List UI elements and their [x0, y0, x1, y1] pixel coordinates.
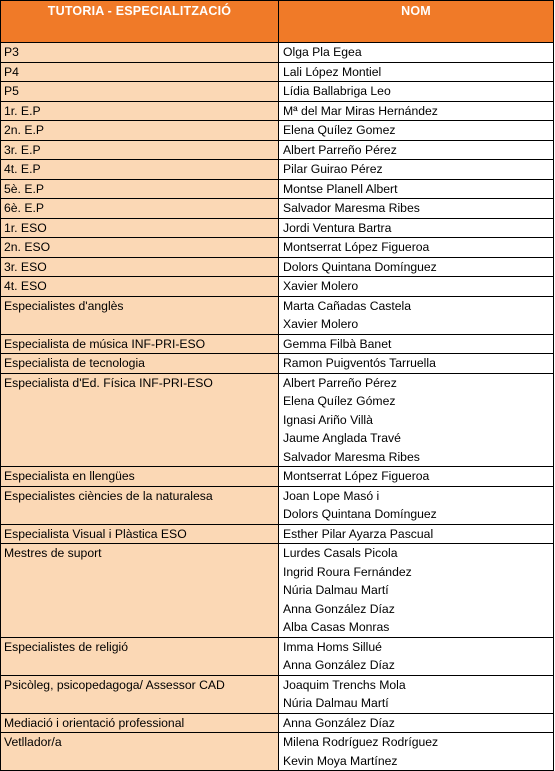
person-name: Lali López Montiel	[283, 64, 382, 79]
names-cell	[279, 121, 554, 141]
table-row	[1, 199, 554, 219]
person-name: Núria Dalmau Martí	[283, 696, 389, 710]
category-cell: 4t. E.P	[1, 160, 279, 180]
person-name: Marta Cañadas Castela	[283, 298, 412, 313]
table-row	[1, 713, 554, 733]
person-name: Joan Lope Masó i	[283, 488, 380, 503]
table-row	[1, 121, 554, 141]
table-row	[1, 296, 554, 334]
table-row	[1, 257, 554, 277]
category-cell: Mestres de suport	[1, 544, 279, 638]
names-cell	[279, 238, 554, 258]
person-name: Xavier Molero	[283, 279, 359, 293]
category-cell: 3r. E.P	[1, 140, 279, 160]
person-name: Mª del Mar Miras Hernández	[283, 103, 438, 118]
names-cell	[279, 257, 554, 277]
names-cell	[279, 675, 554, 713]
category-cell: Vetllador/a	[1, 733, 279, 771]
header-nom: NOM	[279, 1, 554, 43]
person-name: Olga Pla Egea	[283, 45, 362, 59]
category-cell: Psicòleg, psicopedagoga/ Assessor CAD	[1, 675, 279, 713]
category-cell: 5è. E.P	[1, 179, 279, 199]
person-name: Albert Parreño Pérez	[283, 375, 397, 390]
names-cell	[279, 334, 554, 354]
names-cell	[279, 62, 554, 82]
person-name: Salvador Maresma Ribes	[283, 201, 420, 215]
table-row	[1, 43, 554, 63]
names-cell	[279, 140, 554, 160]
table-row	[1, 544, 554, 638]
person-name: Montserrat López Figueroa	[283, 240, 430, 254]
category-cell: 2n. E.P	[1, 121, 279, 141]
person-name: Montserrat López Figueroa	[283, 469, 430, 483]
table-row	[1, 524, 554, 544]
names-cell	[279, 637, 554, 675]
table-row	[1, 160, 554, 180]
table-row	[1, 238, 554, 258]
names-cell	[279, 713, 554, 733]
table-row	[1, 354, 554, 374]
category-cell: Especialistes d'anglès	[1, 296, 279, 334]
category-cell: 3r. ESO	[1, 257, 279, 277]
person-name: Joaquim Trenchs Mola	[283, 677, 406, 692]
person-name: Jordi Ventura Bartra	[283, 220, 392, 235]
names-cell	[279, 277, 554, 297]
person-name: Dolors Quintana Domínguez	[283, 507, 437, 521]
category-cell: P4	[1, 62, 279, 82]
category-cell: 1r. E.P	[1, 101, 279, 121]
person-name: Kevin Moya Martínez	[283, 753, 398, 768]
category-cell: Especialista Visual i Plàstica ESO	[1, 524, 279, 544]
person-name: Anna González Díaz	[283, 601, 395, 616]
category-cell: 2n. ESO	[1, 238, 279, 258]
category-cell: Mediació i orientació professional	[1, 713, 279, 733]
person-name: Gemma Filbà Banet	[283, 336, 392, 351]
table-row	[1, 101, 554, 121]
names-cell	[279, 544, 554, 638]
person-name: Pilar Guirao Pérez	[283, 162, 383, 176]
person-name: Ingrid Roura Fernández	[283, 564, 412, 579]
table-row	[1, 637, 554, 675]
names-cell	[279, 101, 554, 121]
category-cell: 1r. ESO	[1, 218, 279, 238]
names-cell	[279, 296, 554, 334]
person-name: Lídia Ballabriga Leo	[283, 84, 391, 98]
names-cell	[279, 160, 554, 180]
table-row	[1, 179, 554, 199]
category-cell: Especialista en llengües	[1, 467, 279, 487]
person-name: Dolors Quintana Domínguez	[283, 259, 437, 274]
names-cell	[279, 199, 554, 219]
person-name: Anna González Díaz	[283, 658, 395, 672]
names-cell	[279, 218, 554, 238]
table-row	[1, 82, 554, 102]
table-row	[1, 486, 554, 524]
person-name: Ramon Puigventós Tarruella	[283, 356, 436, 370]
names-cell	[279, 354, 554, 374]
table-row	[1, 733, 554, 771]
table-row	[1, 218, 554, 238]
person-name: Albert Parreño Pérez	[283, 142, 397, 157]
table-row	[1, 373, 554, 467]
table-row	[1, 467, 554, 487]
category-cell: Especialista de tecnologia	[1, 354, 279, 374]
person-name: Xavier Molero	[283, 317, 359, 331]
person-name: Elena Quílez Gómez	[283, 394, 396, 408]
table-row	[1, 334, 554, 354]
category-cell: P3	[1, 43, 279, 63]
names-cell	[279, 524, 554, 544]
person-name: Esther Pilar Ayarza Pascual	[283, 526, 434, 541]
person-name: Núria Dalmau Martí	[283, 583, 389, 597]
names-cell	[279, 467, 554, 487]
category-cell: P5	[1, 82, 279, 102]
person-name: Milena Rodríguez Rodríguez	[283, 735, 439, 749]
names-cell	[279, 486, 554, 524]
category-cell: Especialista d'Ed. Física INF-PRI-ESO	[1, 373, 279, 467]
header-tutoria: TUTORIA - ESPECIALITZACIÓ	[1, 1, 279, 43]
person-name: Alba Casas Monras	[283, 620, 390, 634]
person-name: Jaume Anglada Travé	[283, 431, 401, 445]
person-name: Montse Planell Albert	[283, 181, 398, 196]
category-cell: Especialistes ciències de la naturalesa	[1, 486, 279, 524]
table-row	[1, 675, 554, 713]
category-cell: 4t. ESO	[1, 277, 279, 297]
person-name: Ignasi Ariño Villà	[283, 412, 373, 427]
category-cell: Especialista de música INF-PRI-ESO	[1, 334, 279, 354]
names-cell	[279, 733, 554, 771]
names-cell	[279, 179, 554, 199]
person-name: Elena Quílez Gomez	[283, 123, 396, 137]
table-row	[1, 140, 554, 160]
names-cell	[279, 82, 554, 102]
table-row	[1, 277, 554, 297]
header-row	[1, 1, 554, 43]
names-cell	[279, 373, 554, 467]
person-name: Lurdes Casals Picola	[283, 546, 398, 560]
category-cell: 6è. E.P	[1, 199, 279, 219]
category-cell: Especialistes de religió	[1, 637, 279, 675]
names-cell	[279, 43, 554, 63]
person-name: Anna González Díaz	[283, 715, 395, 730]
table-row	[1, 62, 554, 82]
person-name: Salvador Maresma Ribes	[283, 449, 420, 464]
person-name: Imma Homs Sillué	[283, 639, 382, 654]
